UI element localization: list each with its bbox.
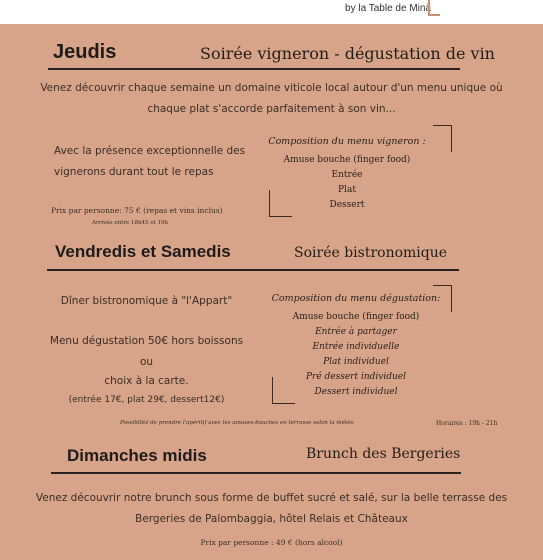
menu-item: Pré dessert individuel <box>305 372 406 382</box>
dimanches-intro-line1: Venez découvrir notre brunch sous forme de buffet sucré et salé, sur la belle terrasse des <box>35 492 508 504</box>
header-strip <box>0 0 543 24</box>
dimanches-intro <box>10 488 533 530</box>
jeudis-menu-title: Composition du menu vigneron : <box>268 136 426 147</box>
frame-corner-bottom-left <box>269 190 292 217</box>
jeudis-intro-line2: chaque plat s'accorde parfaitement à son vin... <box>147 103 396 115</box>
jeudis-presence-line2: vignerons durant tout le repas <box>54 166 214 178</box>
menu-item: Dessert individuel <box>314 387 398 397</box>
menu-item: Entrée individuelle <box>312 342 400 352</box>
jeudis-arrival: Arrivée entre 18h45 et 19h <box>92 220 169 226</box>
menu-item: Dessert <box>329 200 365 210</box>
frame-corner-top-right <box>433 125 452 152</box>
menu-item: Entrée à partager <box>315 327 397 337</box>
section-subtitle-vendredis: Soirée bistronomique <box>294 245 448 261</box>
brand-logo-icon <box>428 0 440 16</box>
divider-jeudis <box>48 68 460 70</box>
menu-item: Entrée <box>331 170 363 180</box>
dimanches-intro-line2: Bergeries de Palombaggia, hôtel Relais et Châteaux <box>135 513 408 525</box>
divider-dimanches <box>51 472 461 474</box>
brand-text: by la Table de Minà <box>345 3 431 14</box>
section-title-vendredis: Vendredis et Samedis <box>55 242 231 261</box>
frame-corner-bottom-left <box>272 377 295 404</box>
menu-item: Amuse bouche (finger food) <box>283 155 411 165</box>
section-subtitle-dimanches: Brunch des Bergeries <box>306 446 461 462</box>
section-title-jeudis: Jeudis <box>53 41 117 63</box>
vendredis-hours: Horaires : 19h - 21h <box>436 420 498 427</box>
menu-item: Amuse bouche (finger food) <box>292 312 420 322</box>
frame-corner-top-right <box>433 285 452 312</box>
vendredis-carte: choix à la carte. <box>104 375 189 387</box>
section-subtitle-jeudis: Soirée vigneron - dégustation de vin <box>200 44 495 63</box>
jeudis-intro-line1: Venez découvrir chaque semaine un domaine viticole local autour d'un menu unique où <box>40 82 503 94</box>
jeudis-presence <box>54 141 245 183</box>
vendredis-diner: Dîner bistronomique à "l'Appart" <box>60 295 233 307</box>
vendredis-ou: ou <box>139 356 154 368</box>
vendredis-menu-price: Menu dégustation 50€ hors boissons <box>49 335 244 347</box>
vendredis-carte-prices: (entrée 17€, plat 29€, dessert12€) <box>68 395 225 405</box>
vendredis-aperitif-note: Possibilité de prendre l'apéritif avec les amuses-bouches en terrasse selon la météo <box>120 420 354 426</box>
vendredis-menu-title: Composition du menu dégustation: <box>271 293 441 304</box>
menu-item: Plat <box>338 185 356 195</box>
jeudis-presence-line1: Avec la présence exceptionnelle des <box>54 145 246 157</box>
jeudis-price: Prix par personne: 75 € (repas et vins inclus) <box>51 206 223 215</box>
dimanches-price: Prix par personne : 49 € (hors alcool) <box>200 538 343 547</box>
section-title-dimanches: Dimanches midis <box>67 446 207 465</box>
divider-vendredis <box>47 269 459 271</box>
menu-item: Plat individuel <box>323 357 389 367</box>
jeudis-intro <box>10 78 533 120</box>
